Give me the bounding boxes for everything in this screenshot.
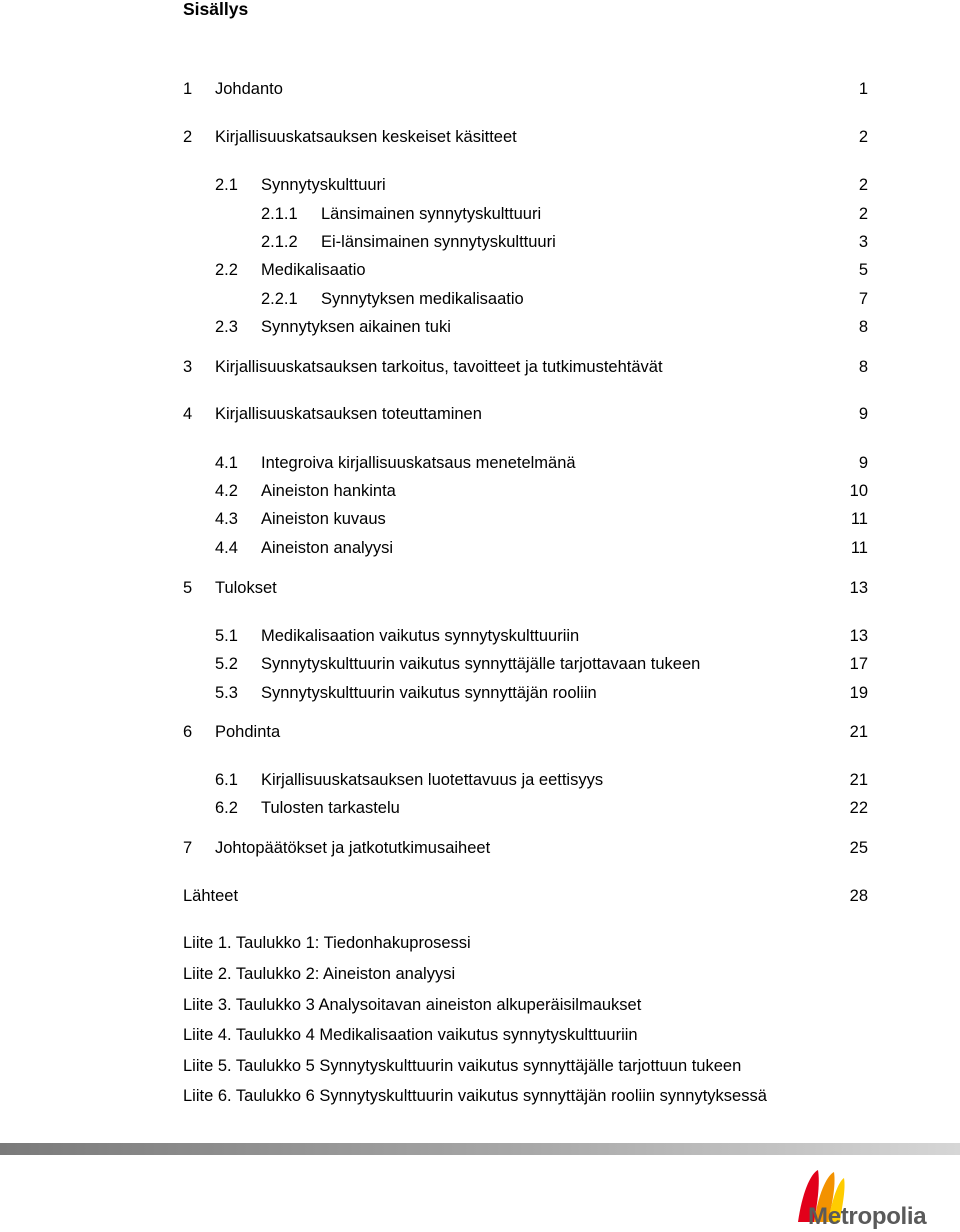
toc-page: 21 [849, 723, 868, 741]
toc-entry[interactable] [183, 174, 868, 196]
toc-label: Integroiva kirjallisuuskatsaus menetelmänä [261, 454, 576, 472]
toc-label: Kirjallisuuskatsauksen keskeiset käsitteet [215, 128, 517, 146]
toc-number: 7 [183, 839, 193, 857]
toc-entry[interactable] [183, 231, 868, 253]
toc-page: 13 [849, 579, 868, 597]
toc-entry[interactable] [183, 625, 868, 647]
toc-page: 17 [849, 655, 868, 673]
toc-label: Kirjallisuuskatsauksen luotettavuus ja eettisyys [261, 771, 604, 789]
toc-number: 4.4 [215, 539, 238, 557]
toc-number: 6.2 [215, 799, 238, 817]
toc-label: Lähteet [183, 887, 239, 905]
toc-label: Aineiston analyysi [261, 539, 394, 557]
toc-entry[interactable] [183, 769, 868, 791]
toc-label: Ei-länsimainen synnytyskulttuuri [321, 233, 556, 251]
toc-page: 10 [849, 482, 868, 500]
toc-label: Aineiston hankinta [261, 482, 396, 500]
toc-entry[interactable] [183, 126, 868, 148]
toc-number: 5.3 [215, 684, 238, 702]
toc-page: 21 [849, 771, 868, 789]
toc-entry[interactable] [183, 452, 868, 474]
logo-wordmark: Metropolia [808, 1203, 927, 1230]
toc-number: 2.3 [215, 318, 238, 336]
toc-page: 8 [858, 358, 868, 376]
appendix-entry[interactable]: Liite 6. Taulukko 6 Synnytyskulttuurin vaikutus synnyttäjän rooliin synnytyksessä [183, 1087, 767, 1105]
toc-page: 2 [858, 176, 868, 194]
toc-page: 9 [858, 405, 868, 423]
toc-label: Synnytyksen aikainen tuki [261, 318, 451, 336]
toc-label: Tulokset [215, 579, 277, 597]
toc-entry[interactable] [183, 653, 868, 675]
toc-label: Medikalisaatio [261, 261, 366, 279]
toc-number: 3 [183, 358, 193, 376]
toc-label: Länsimainen synnytyskulttuuri [321, 205, 542, 223]
toc-number: 5 [183, 579, 193, 597]
toc-page: 19 [849, 684, 868, 702]
toc-page: 8 [858, 318, 868, 336]
toc-entry[interactable] [183, 508, 868, 530]
toc-label: Kirjallisuuskatsauksen tarkoitus, tavoitteet ja tutkimustehtävät [215, 358, 663, 376]
toc-entry[interactable] [183, 797, 868, 819]
toc-number: 2.2 [215, 261, 238, 279]
toc-number: 2.1 [215, 176, 238, 194]
toc-entry[interactable] [183, 288, 868, 310]
toc-entry[interactable] [183, 356, 868, 378]
toc-page: 11 [850, 539, 868, 557]
toc-page: 7 [858, 290, 868, 308]
toc-page: 2 [858, 205, 868, 223]
toc-number: 2.1.1 [261, 205, 298, 223]
toc-label: Synnytyskulttuurin vaikutus synnyttäjän rooliin [261, 684, 597, 702]
toc-page: 13 [849, 627, 868, 645]
toc-number: 4 [183, 405, 193, 423]
appendix-entry[interactable]: Liite 5. Taulukko 5 Synnytyskulttuurin vaikutus synnyttäjälle tarjottuun tukeen [183, 1057, 742, 1075]
toc-number: 6 [183, 723, 193, 741]
toc-entry[interactable] [183, 721, 868, 743]
toc-number: 2.1.2 [261, 233, 298, 251]
toc-entry[interactable] [183, 885, 868, 907]
toc-page: 9 [858, 454, 868, 472]
toc-label: Johdanto [215, 80, 283, 98]
toc-entry[interactable] [183, 403, 868, 425]
toc-entry[interactable] [183, 480, 868, 502]
toc-entry[interactable] [183, 682, 868, 704]
appendix-entry[interactable]: Liite 1. Taulukko 1: Tiedonhakuprosessi [183, 934, 471, 952]
toc-number: 4.3 [215, 510, 238, 528]
toc-entry[interactable] [183, 837, 868, 859]
toc-number: 2 [183, 128, 193, 146]
toc-page: 3 [858, 233, 868, 251]
toc-label: Synnytyksen medikalisaatio [321, 290, 524, 308]
footer-divider-bar [0, 1143, 960, 1155]
toc-number: 4.2 [215, 482, 238, 500]
toc-page: 2 [858, 128, 868, 146]
toc-entry[interactable] [183, 577, 868, 599]
toc-page: 25 [849, 839, 868, 857]
toc-label: Johtopäätökset ja jatkotutkimusaiheet [215, 839, 491, 857]
toc-entry[interactable] [183, 316, 868, 338]
toc-entry[interactable] [183, 78, 868, 100]
toc-page: 1 [858, 80, 868, 98]
toc-label: Pohdinta [215, 723, 281, 741]
toc-page: 22 [849, 799, 868, 817]
toc-label: Synnytyskulttuurin vaikutus synnyttäjälle tarjottavaan tukeen [261, 655, 701, 673]
toc-entry[interactable] [183, 259, 868, 281]
appendix-entry[interactable]: Liite 3. Taulukko 3 Analysoitavan aineiston alkuperäisilmaukset [183, 996, 642, 1014]
toc-label: Medikalisaation vaikutus synnytyskulttuuriin [261, 627, 580, 645]
toc-number: 5.1 [215, 627, 238, 645]
toc-number: 2.2.1 [261, 290, 298, 308]
toc-number: 1 [183, 80, 193, 98]
toc-number: 4.1 [215, 454, 238, 472]
toc-label: Tulosten tarkastelu [261, 799, 400, 817]
toc-label: Aineiston kuvaus [261, 510, 386, 528]
toc-label: Kirjallisuuskatsauksen toteuttaminen [215, 405, 482, 423]
toc-entry[interactable] [183, 203, 868, 225]
appendix-entry[interactable]: Liite 4. Taulukko 4 Medikalisaation vaikutus synnytyskulttuuriin [183, 1026, 638, 1044]
toc-entry[interactable] [183, 537, 868, 559]
toc-page: 11 [850, 510, 868, 528]
appendix-entry[interactable]: Liite 2. Taulukko 2: Aineiston analyysi [183, 965, 456, 983]
page-title: Sisällys [183, 0, 249, 19]
toc-page: 5 [858, 261, 868, 279]
toc-number: 6.1 [215, 771, 238, 789]
toc-number: 5.2 [215, 655, 238, 673]
toc-label: Synnytyskulttuuri [261, 176, 386, 194]
toc-page: 28 [849, 887, 868, 905]
